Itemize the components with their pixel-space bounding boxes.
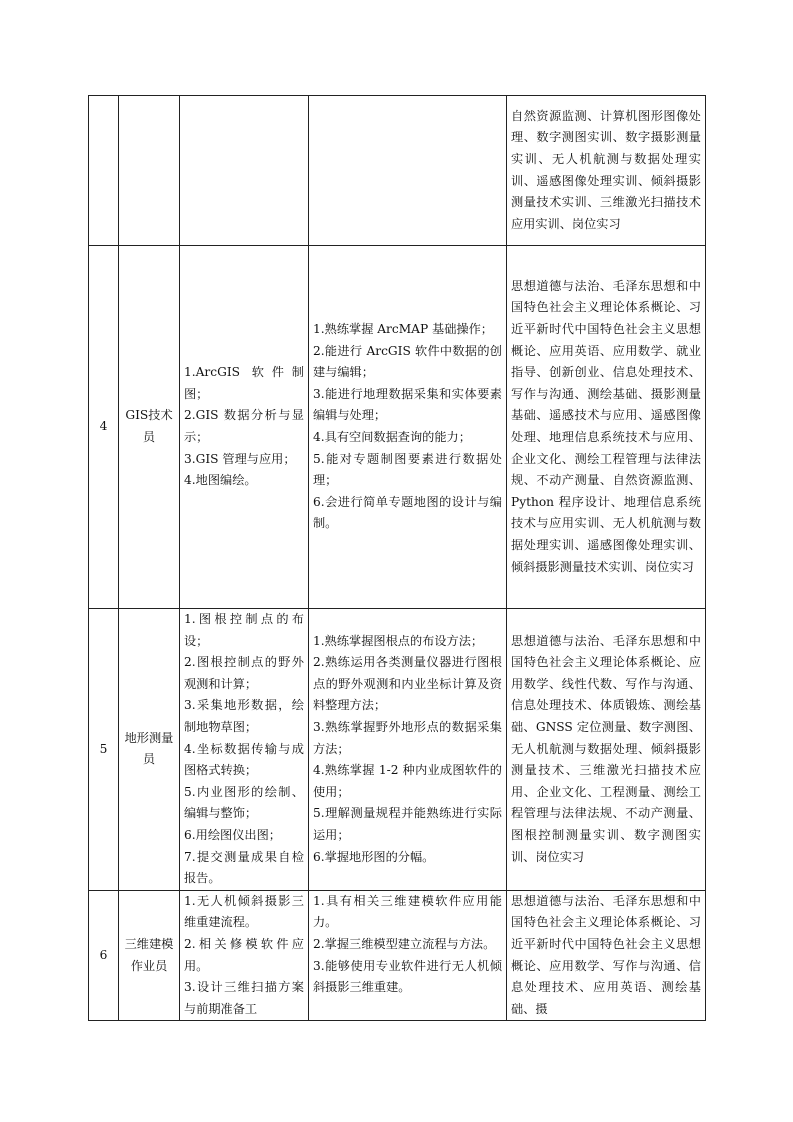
work-item: 1.无人机倾斜摄影三维重建流程。 (184, 893, 304, 930)
ability-item: 3.能进行地理数据采集和实体要素编辑与处理； (313, 386, 502, 423)
ability-item: 6.会进行简单专题地图的设计与编制。 (313, 494, 502, 531)
ability-requirements (309, 246, 507, 609)
work-tasks (180, 890, 309, 1021)
table-row (89, 890, 706, 1021)
course-list (507, 890, 706, 1021)
work-item: 2.相关修模软件应用。 (184, 936, 304, 973)
course-list (507, 96, 706, 246)
row-number: 5 (89, 609, 119, 891)
job-title: 地形测量员 (119, 609, 180, 891)
ability-item: 1.熟练掌握 ArcMAP 基础操作； (313, 322, 493, 337)
work-item: 1.ArcGIS 软件制图； (184, 365, 304, 401)
work-tasks (180, 96, 309, 246)
table-row (89, 96, 706, 246)
job-title: GIS技术员 (119, 246, 180, 609)
work-item: 3.GIS 管理与应用； (184, 451, 296, 466)
work-item: 2.图根控制点的野外观测和计算； (184, 655, 304, 691)
ability-requirements (309, 609, 507, 891)
work-item: 7.提交测量成果自检报告。 (184, 849, 304, 886)
ability-item: 5.理解测量规程并能熟练进行实际运用； (313, 806, 502, 842)
work-item: 5.内业图形的绘制、编辑与整饰； (184, 784, 304, 821)
course-list (507, 609, 706, 891)
ability-requirements (309, 890, 507, 1021)
ability-item: 4.具有空间数据查询的能力； (313, 430, 471, 444)
course-text: 思想道德与法治、毛泽东思想和中国特色社会主义理论体系概论、习近平新时代中国特色社会主义思想概论、应用数学、写作与沟通、信息处理技术、应用英语、测绘基础、摄 (511, 893, 701, 1016)
row-number (89, 96, 119, 246)
work-item: 4.地图编绘。 (184, 473, 257, 488)
ability-item: 2.掌握三维模型建立流程与方法。 (313, 936, 496, 951)
curriculum-table (88, 95, 706, 1021)
table-row (89, 609, 706, 891)
ability-item: 1.熟练掌握图根点的布设方法； (313, 633, 484, 648)
ability-item: 1.具有相关三维建模软件应用能力。 (313, 893, 502, 930)
job-title: 三维建模作业员 (119, 890, 180, 1021)
work-item: 6.用绘图仪出图； (184, 827, 281, 842)
ability-item: 3.能够使用专业软件进行无人机倾斜摄影三维重建。 (313, 958, 502, 995)
row-number: 6 (89, 890, 119, 1021)
job-title (119, 96, 180, 246)
work-item: 3.采集地形数据，绘制地物草图； (184, 698, 304, 734)
table-row (89, 246, 706, 609)
ability-item: 2.能进行 ArcGIS 软件中数据的创建与编辑； (313, 343, 502, 380)
ability-item: 3.熟练掌握野外地形点的数据采集方法； (313, 719, 502, 756)
course-text: 思想道德与法治、毛泽东思想和中国特色社会主义理论体系概论、应用数学、线性代数、写作与沟通、信息处理技术、体质锻炼、测绘基础、GNSS 定位测量、数字测图、无人机航测与数据处理、倾斜摄影测量技术、三维激光扫描技术应用、企业文化、工程测量、测绘工程管理与法律法规、不动产测量、图根控制测量实训、数字测图实训、岗位实习 (511, 633, 701, 864)
ability-item: 4.熟练掌握 1-2 种内业成图软件的使用； (313, 763, 502, 799)
course-text: 思想道德与法治、毛泽东思想和中国特色社会主义理论体系概论、习近平新时代中国特色社会主义思想概论、应用英语、应用数学、就业指导、创新创业、信息处理技术、写作与沟通、测绘基础、摄影测量基础、遥感技术与应用、遥感图像处理、地理信息系统技术与应用、企业文化、测绘工程管理与法律法规、不动产测量、自然资源监测、Python 程序设计、地理信息系统技术与应用实训、无人机航测与数据处理实训、遥感图像处理实训、倾斜摄影测量技术实训、岗位实习 (511, 278, 701, 574)
course-text: 自然资源监测、计算机图形图像处理、数字测图实训、数字摄影测量实训、无人机航测与数据处理实训、遥感图像处理实训、倾斜摄影测量技术实训、三维激光扫描技术应用实训、岗位实习 (511, 108, 701, 231)
work-item: 4.坐标数据传输与成图格式转换； (184, 741, 304, 778)
ability-item: 6.掌握地形图的分幅。 (313, 849, 435, 864)
work-item: 2.GIS 数据分析与显示； (184, 408, 304, 444)
ability-item: 5.能对专题制图要素进行数据处理； (313, 451, 502, 488)
work-item: 3.设计三维扫描方案与前期准备工 (184, 980, 304, 1016)
work-tasks (180, 246, 309, 609)
course-list (507, 246, 706, 609)
ability-requirements (309, 96, 507, 246)
work-item: 1.图根控制点的布设； (184, 612, 304, 648)
ability-item: 2.熟练运用各类测量仪器进行图根点的野外观测和内业坐标计算及资料整理方法； (313, 655, 502, 713)
row-number: 4 (89, 246, 119, 609)
work-tasks (180, 609, 309, 891)
